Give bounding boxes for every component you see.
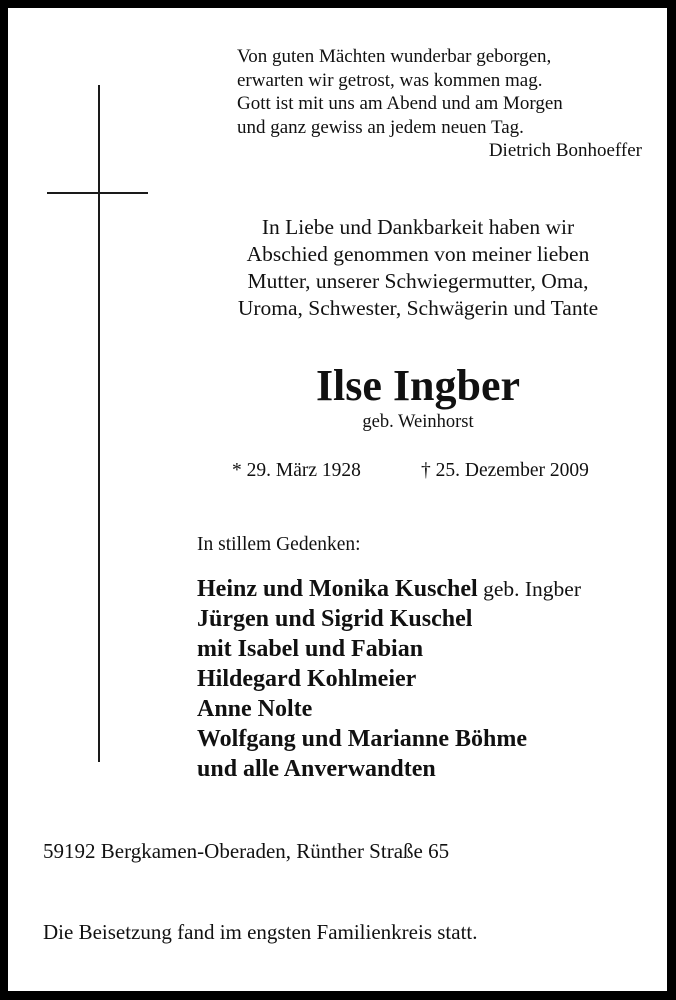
deceased-name: Ilse Ingber [315,361,521,410]
mourner-name: Heinz und Monika Kuschel [197,576,478,602]
mourners-list [197,574,581,784]
poem-line: und ganz gewiss an jedem neuen Tag. [237,116,524,138]
poem-line: Gott ist mit uns am Abend und am Morgen [237,93,563,114]
mourner-row [197,604,581,634]
cross-vertical-bar [98,85,100,762]
poem-line: erwarten wir getrost, was kommen mag. [237,69,543,91]
maiden-name: geb. Weinhorst [362,412,474,432]
mourner-maiden-name: geb. Ingber [477,577,582,601]
mourner-row [197,664,581,694]
mourner-row [197,634,581,664]
mourner-name: Jürgen und Sigrid Kuschel [197,606,473,632]
mourner-name: Wolfgang und Marianne Böhme [197,726,528,752]
mourner-name: und alle Anverwandten [197,756,436,782]
mourners-heading: In stillem Gedenken: [197,534,361,555]
family-address: 59192 Bergkamen-Oberaden, Rünther Straße 65 [43,839,450,863]
mourner-row [197,754,581,784]
obituary-card [8,8,667,991]
dedication-line: Uroma, Schwester, Schwägerin und Tante [237,296,599,320]
mourner-name: Hildegard Kohlmeier [197,666,417,692]
dedication-line: In Liebe und Dankbarkeit haben wir [261,215,575,239]
dedication-line: Mutter, unserer Schwiegermutter, Oma, [247,269,589,293]
mourner-row [197,574,581,604]
mourner-row [197,694,581,724]
cross-horizontal-bar [47,192,148,194]
burial-note: Die Beisetzung fand im engsten Familienkreis statt. [43,920,478,944]
poem-quote [237,45,563,139]
birth-date: * 29. März 1928 [232,460,361,481]
poem-line: Von guten Mächten wunderbar geborgen, [237,46,552,67]
death-date: † 25. Dezember 2009 [421,460,589,481]
dedication-line: Abschied genommen von meiner lieben [246,242,590,266]
dedication-text [158,214,676,322]
mourner-name: Anne Nolte [197,696,313,722]
mourner-name: mit Isabel und Fabian [197,636,424,662]
mourner-row [197,724,581,754]
poem-author: Dietrich Bonhoeffer [488,140,642,161]
